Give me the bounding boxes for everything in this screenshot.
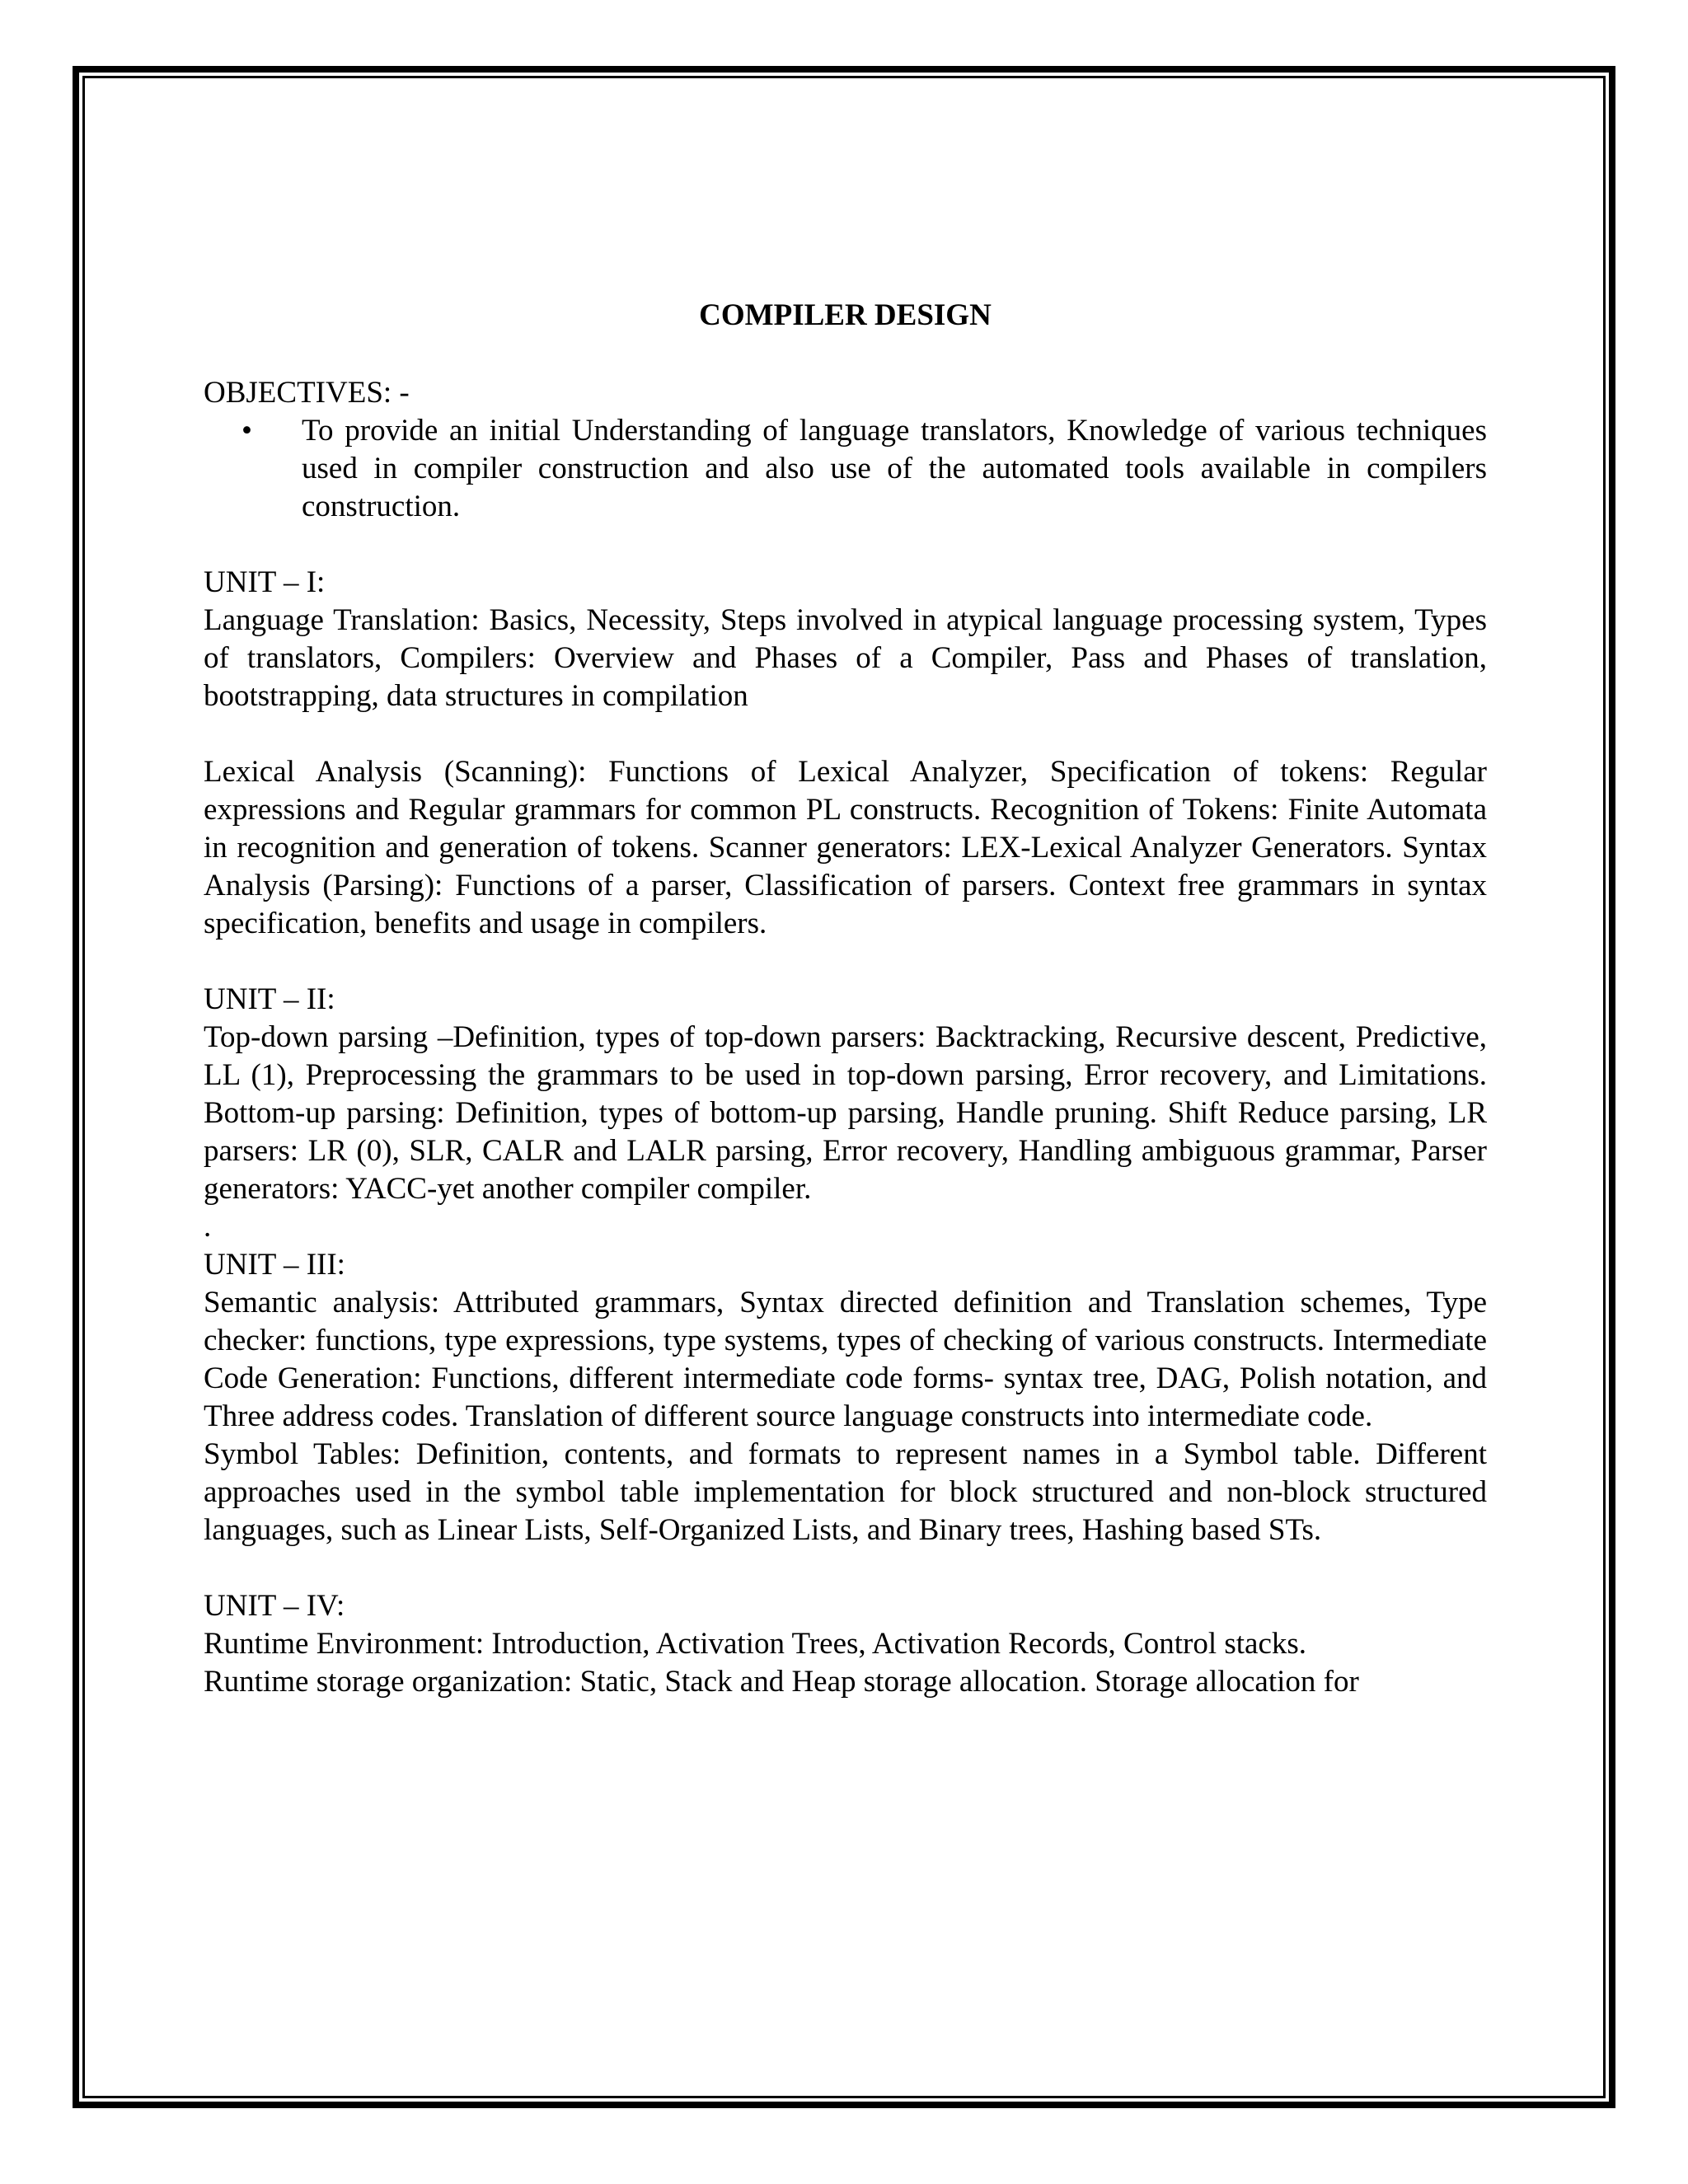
unit-3-paragraph-2: Symbol Tables: Definition, contents, and formats to represent names in a Symbol table. Different approaches used in the symbol table implementation for block structured and non-block structured languages, such as Linear Lists, Self-Organized Lists, and Binary trees, Hashing based STs. bbox=[204, 1437, 1487, 1547]
unit-4-line-2: Runtime storage organization: Static, Stack and Heap storage allocation. Storage allocation for bbox=[204, 1665, 1359, 1699]
unit-3-section bbox=[204, 1246, 1487, 1549]
objectives-heading: OBJECTIVES: - bbox=[204, 376, 410, 410]
document-body bbox=[204, 297, 1487, 1701]
objectives-list bbox=[204, 412, 1487, 526]
unit-2-heading: UNIT – II: bbox=[204, 982, 335, 1016]
document-title: COMPILER DESIGN bbox=[699, 298, 992, 332]
unit-2-section bbox=[204, 981, 1487, 1246]
unit-4-section bbox=[204, 1587, 1487, 1701]
unit-1-paragraph-1: Language Translation: Basics, Necessity, Steps involved in atypical language processing system, Types of translators, Compilers: Overview and Phases of a Compiler, Pass and Phases of translation, bootstrapping, data structures in compilation bbox=[204, 603, 1487, 713]
unit-4-heading: UNIT – IV: bbox=[204, 1589, 345, 1623]
unit-3-heading: UNIT – III: bbox=[204, 1248, 345, 1282]
unit-2-paragraph-1: Top-down parsing –Definition, types of top-down parsers: Backtracking, Recursive descent, Predictive, LL (1), Preprocessing the grammars to be used in top-down parsing, Error recovery, and Limitations. Bottom-up parsing: Definition, types of bottom-up parsing, Handle pruning. Shift Reduce parsing, LR parsers: LR (0), SLR, CALR and LALR parsing, Error recovery, Handling ambiguous grammar, Parser generators: YACC-yet another compiler compiler. bbox=[204, 1020, 1487, 1206]
objective-text: To provide an initial Understanding of language translators, Knowledge of various techniques used in compiler construction and also use of the automated tools available in compilers construction. bbox=[302, 414, 1487, 523]
unit-1-section bbox=[204, 564, 1487, 943]
unit-4-line-1: Runtime Environment: Introduction, Activation Trees, Activation Records, Control stacks. bbox=[204, 1627, 1307, 1661]
objective-item bbox=[204, 412, 1487, 526]
bullet-icon: • bbox=[241, 414, 252, 448]
unit-1-heading: UNIT – I: bbox=[204, 565, 326, 599]
objectives-section bbox=[204, 374, 1487, 526]
unit-3-paragraph-1: Semantic analysis: Attributed grammars, Syntax directed definition and Translation schemes, Type checker: functions, type expressions, type systems, types of checking of various constructs. Intermediate Code Generation: Functions, different intermediate code forms- syntax tree, DAG, Polish notation, and Three address codes. Translation of different source language constructs into intermediate code. bbox=[204, 1286, 1487, 1433]
unit-2-trailing-mark: . bbox=[204, 1210, 212, 1244]
unit-1-paragraph-2: Lexical Analysis (Scanning): Functions of Lexical Analyzer, Specification of tokens: Regular expressions and Regular grammars for common PL constructs. Recognition of Tokens: Finite Automata in recognition and generation of tokens. Scanner generators: LEX-Lexical Analyzer Generators. Syntax Analysis (Parsing): Functions of a parser, Classification of parsers. Context free grammars in syntax specification, benefits and usage in compilers. bbox=[204, 755, 1487, 940]
